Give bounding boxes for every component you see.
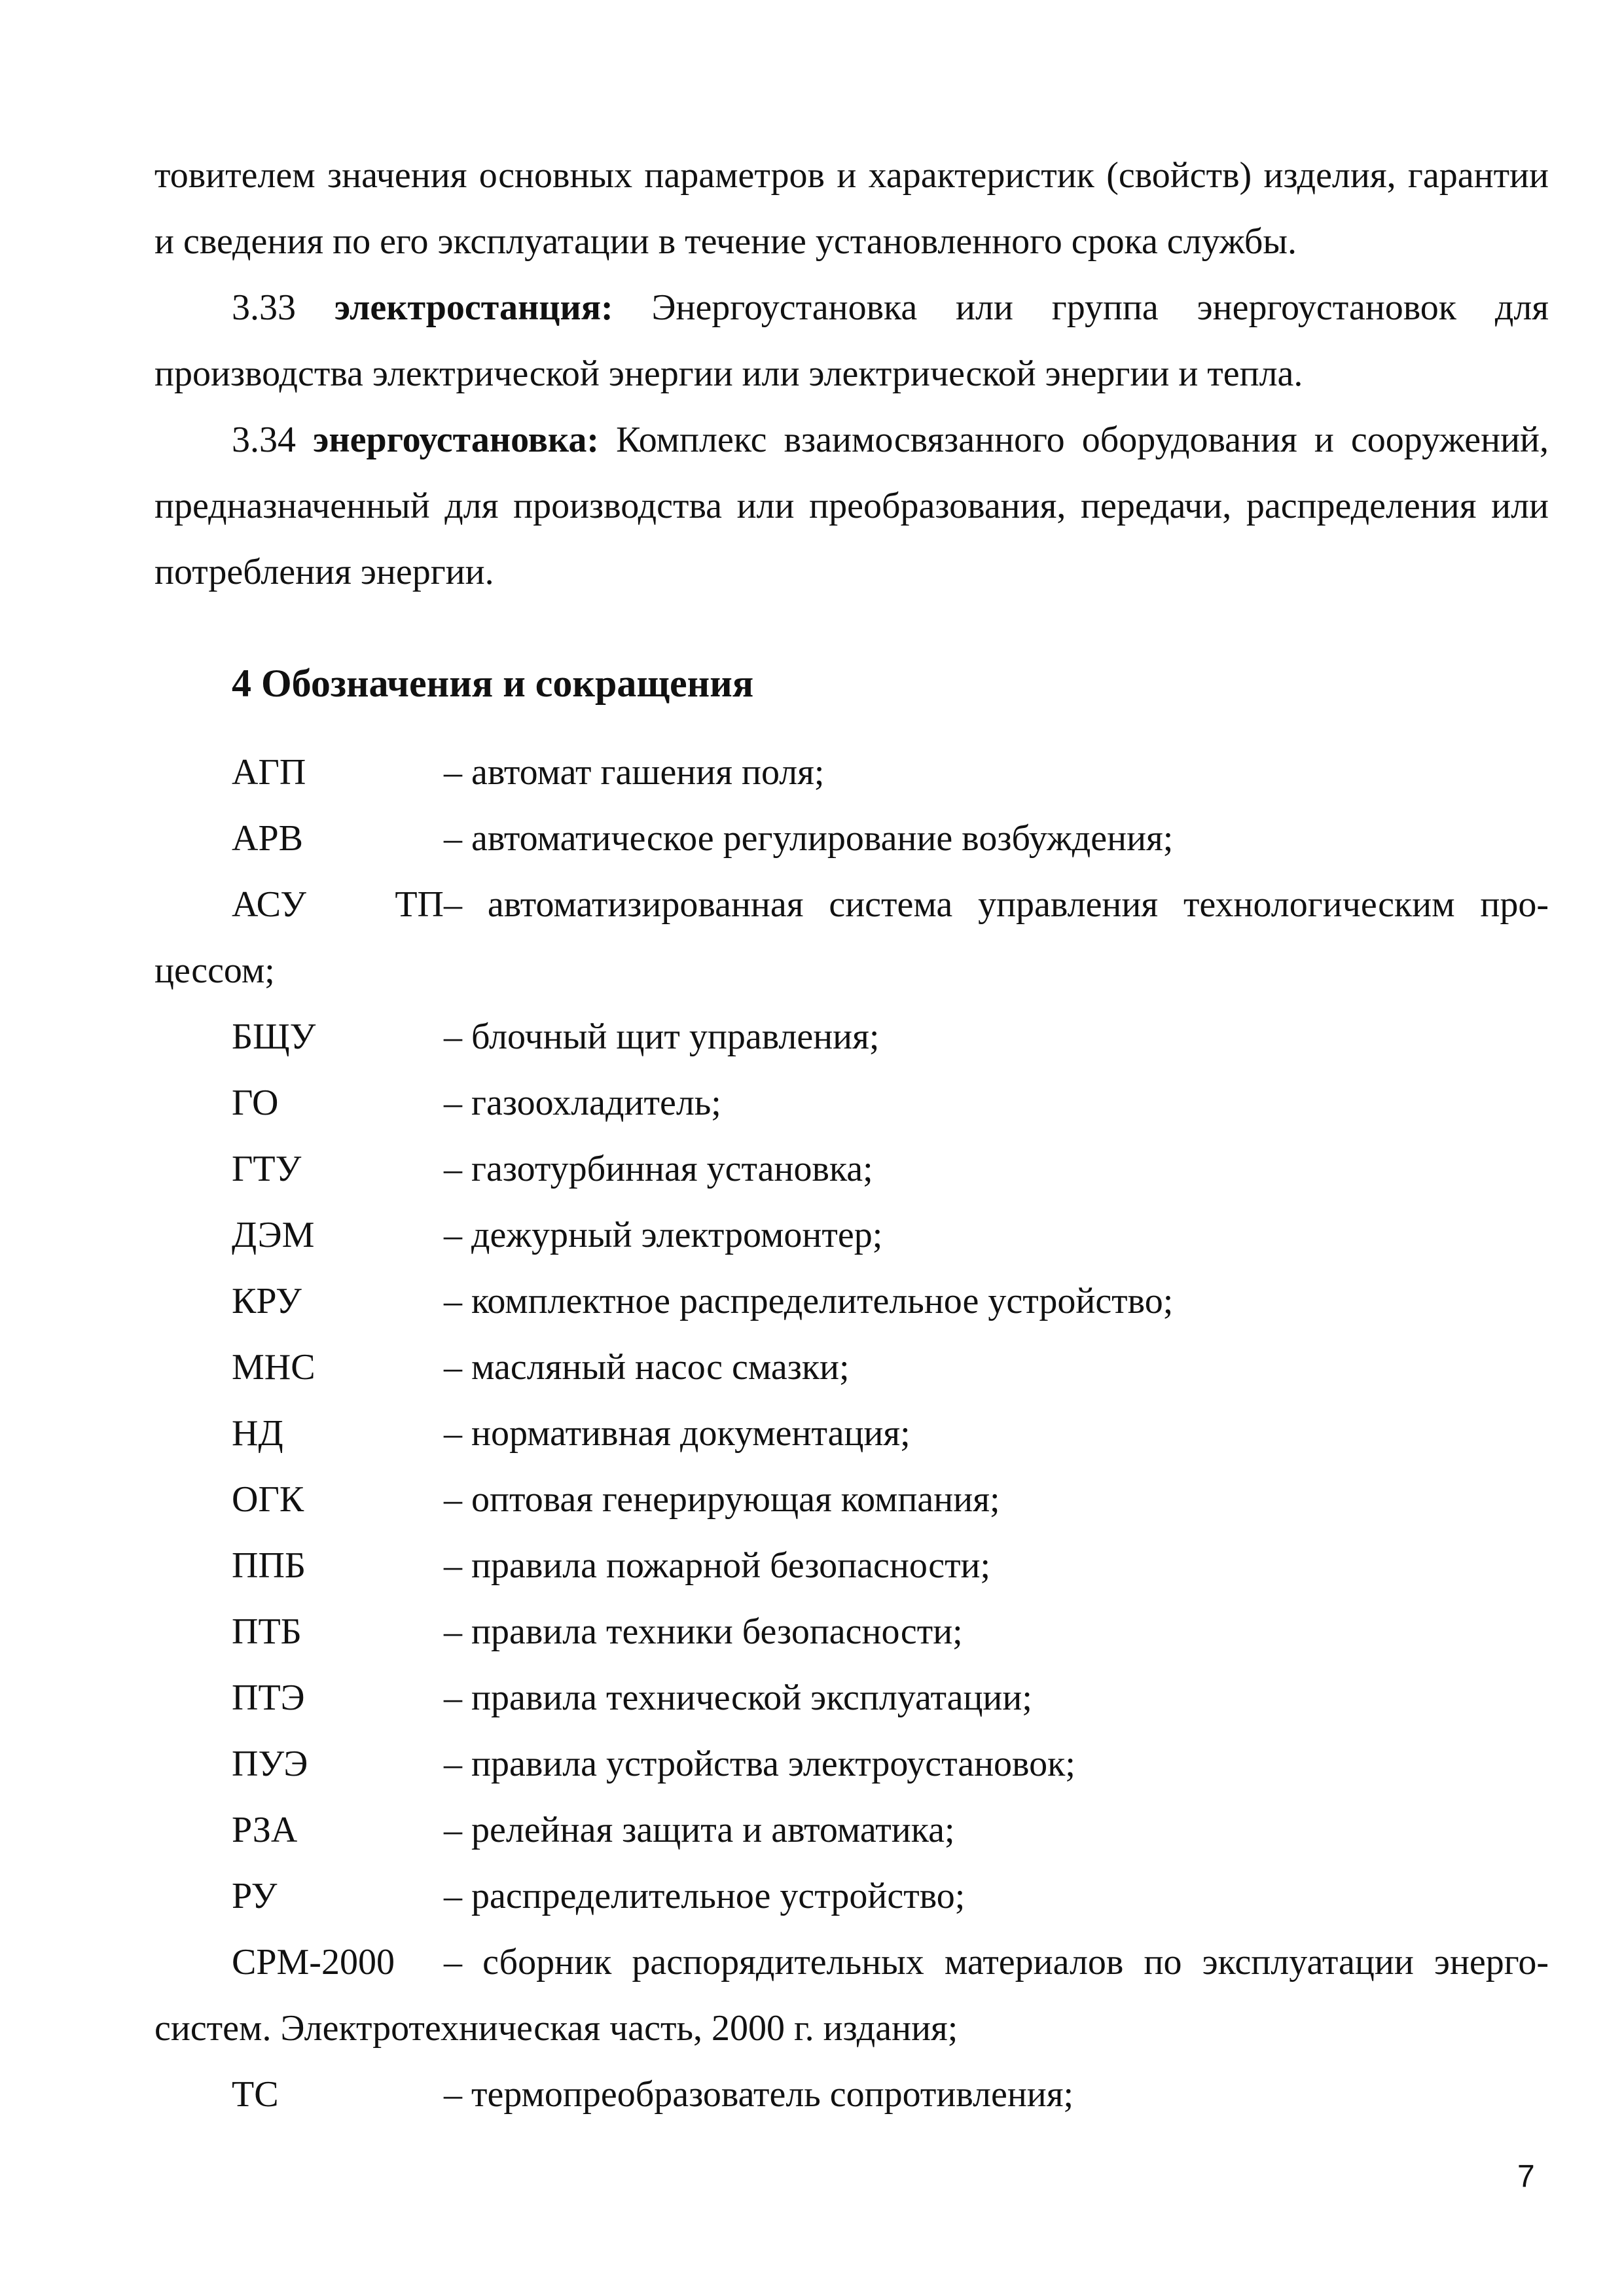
definition-text: Энергоустановка или группа энергоустановок для производства электрической энергии или электрической энергии и тепла. bbox=[154, 287, 1549, 394]
abbreviation-item bbox=[154, 1335, 1549, 1401]
abbreviation-description: – правила технической эксплуатации; bbox=[444, 1677, 1032, 1718]
abbreviation-item bbox=[154, 1599, 1549, 1665]
abbreviation-item bbox=[154, 1004, 1549, 1070]
abbreviation-code: БЩУ bbox=[232, 1016, 316, 1057]
definition-text: Комплекс взаимосвязанного оборудования и сооружений, предназначенный для производства или преобразования, передачи, распределения или потребления энергии. bbox=[154, 420, 1549, 592]
abbreviation-item bbox=[154, 1401, 1549, 1467]
abbreviation-item bbox=[154, 1665, 1549, 1731]
abbreviation-item bbox=[154, 1467, 1549, 1533]
abbreviation-description: – распределительное устройство; bbox=[444, 1876, 965, 1916]
abbreviation-code: ОГК bbox=[232, 1479, 304, 1520]
page-number: 7 bbox=[1517, 2159, 1535, 2194]
abbreviation-description: – правила техники безопасности; bbox=[444, 1611, 963, 1652]
abbreviation-description: – релейная защита и автоматика; bbox=[444, 1810, 955, 1850]
abbreviation-item bbox=[154, 1070, 1549, 1136]
definitions-block bbox=[154, 143, 1549, 605]
abbreviation-description: – масляный насос смазки; bbox=[444, 1347, 850, 1388]
abbreviation-description: – газотурбинная установка; bbox=[444, 1149, 873, 1189]
abbreviation-description: – блочный щит управления; bbox=[444, 1016, 880, 1057]
abbreviation-code: ПУЭ bbox=[232, 1744, 308, 1784]
abbreviation-code: ППБ bbox=[232, 1545, 306, 1586]
abbreviation-code: ПТБ bbox=[232, 1611, 302, 1652]
definition-3-34 bbox=[154, 407, 1549, 605]
abbreviation-description: – комплектное распределительное устройство; bbox=[444, 1281, 1174, 1321]
abbreviation-item bbox=[154, 1533, 1549, 1599]
section-heading: 4 Обозначения и сокращения bbox=[232, 662, 754, 705]
abbreviation-code: АРВ bbox=[232, 818, 303, 859]
definition-term: энергоустановка: bbox=[313, 420, 599, 460]
definition-term: электростанция: bbox=[334, 287, 613, 328]
abbreviation-description: – правила устройства электроустановок; bbox=[444, 1744, 1075, 1784]
abbreviation-first-line bbox=[232, 872, 1549, 938]
paragraph-continuation: товителем значения основных параметров и характеристик (свойств) изделия, гарантии и сведения по его эксплуатации в течение установленного срока службы. bbox=[154, 155, 1549, 262]
abbreviation-continuation: систем. Электротехническая часть, 2000 г. издания; bbox=[154, 2008, 958, 2049]
abbreviation-description: – термопреобразователь сопротивления; bbox=[444, 2074, 1074, 2115]
abbreviation-description: – сборник распорядительных материалов по эксплуатации энерго- bbox=[444, 1942, 1549, 1982]
abbreviation-code: МНС bbox=[232, 1347, 316, 1388]
abbreviation-description: – нормативная документация; bbox=[444, 1413, 911, 1454]
abbreviation-item bbox=[154, 872, 1549, 1004]
abbreviation-code: АГП bbox=[232, 752, 306, 793]
abbreviation-code: СРМ-2000 bbox=[232, 1942, 395, 1982]
abbreviation-code: КРУ bbox=[232, 1281, 302, 1321]
abbreviations-list bbox=[154, 740, 1549, 2128]
abbreviation-code: ГО bbox=[232, 1083, 279, 1123]
definition-3-33 bbox=[154, 275, 1549, 407]
definition-number: 3.34 bbox=[232, 420, 296, 460]
abbreviation-item bbox=[154, 2062, 1549, 2128]
abbreviation-item bbox=[154, 1929, 1549, 2062]
abbreviation-item bbox=[154, 1202, 1549, 1268]
abbreviation-item bbox=[154, 1731, 1549, 1797]
abbreviation-code: АСУ ТП bbox=[232, 884, 444, 925]
abbreviation-code: ДЭМ bbox=[232, 1215, 315, 1255]
abbreviation-description: – правила пожарной безопасности; bbox=[444, 1545, 991, 1586]
abbreviation-code: НД bbox=[232, 1413, 283, 1454]
abbreviation-item bbox=[154, 1863, 1549, 1929]
abbreviation-continuation: цессом; bbox=[154, 950, 275, 991]
abbreviation-code: ГТУ bbox=[232, 1149, 302, 1189]
abbreviation-item bbox=[154, 1136, 1549, 1202]
abbreviation-item bbox=[154, 1797, 1549, 1863]
definition-number: 3.33 bbox=[232, 287, 296, 328]
abbreviation-code: ПТЭ bbox=[232, 1677, 305, 1718]
abbreviation-description: – автоматизированная система управления технологическим про- bbox=[444, 884, 1549, 925]
abbreviation-item bbox=[154, 1268, 1549, 1335]
abbreviation-code: РЗА bbox=[232, 1810, 298, 1850]
abbreviation-code: ТС bbox=[232, 2074, 279, 2115]
abbreviation-description: – автомат гашения поля; bbox=[444, 752, 825, 793]
abbreviation-item bbox=[154, 740, 1549, 806]
abbreviation-description: – автоматическое регулирование возбуждения; bbox=[444, 818, 1174, 859]
abbreviation-description: – газоохладитель; bbox=[444, 1083, 721, 1123]
abbreviation-description: – дежурный электромонтер; bbox=[444, 1215, 883, 1255]
abbreviation-first-line bbox=[232, 1929, 1549, 1996]
abbreviation-description: – оптовая генерирующая компания; bbox=[444, 1479, 1000, 1520]
abbreviation-code: РУ bbox=[232, 1876, 278, 1916]
abbreviation-item bbox=[154, 806, 1549, 872]
